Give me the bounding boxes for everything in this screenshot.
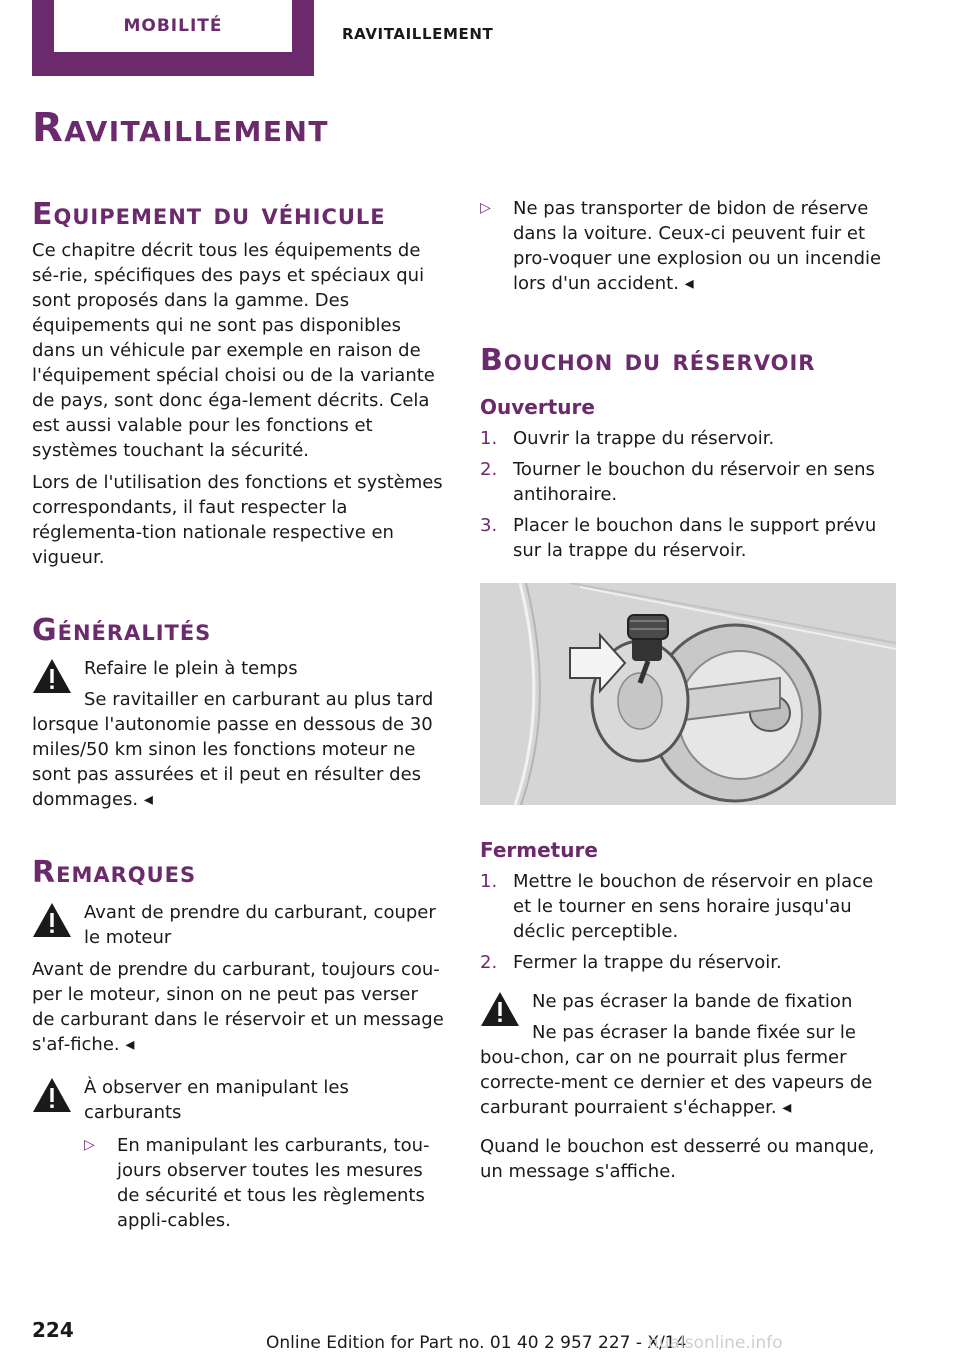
list-item-number: 1. bbox=[480, 428, 498, 449]
warning-title: Refaire le plein à temps bbox=[84, 658, 298, 679]
paragraph-equipement-2: Lors de l'utilisation des fonctions et systèmes correspondants, il faut respecter la réglementa‐tion nationale respective en vigueur. bbox=[32, 472, 443, 568]
warning-fermeture bbox=[480, 989, 896, 1014]
bullet-triangle-icon: ▷ bbox=[480, 200, 491, 216]
warning-body: Ne pas écraser la bande fixée sur le bou‐chon, car on ne pourrait plus fermer correcte‐ment ce dernier et des vapeurs de carburant pourraient s'échapper. ◂ bbox=[480, 1022, 873, 1118]
bullet-list bbox=[84, 1133, 446, 1233]
warning-remarques-1 bbox=[32, 900, 446, 950]
list-item-text: Ouvrir la trappe du réservoir. bbox=[513, 428, 775, 449]
page-number: 224 bbox=[32, 1318, 74, 1342]
tab-mobilite[interactable] bbox=[32, 0, 314, 76]
list-item bbox=[480, 457, 896, 507]
warning-body: Avant de prendre du carburant, toujours cou‐per le moteur, sinon on ne peut pas verser de carburant dans le réservoir et un message s'af‐fiche. ◂ bbox=[32, 959, 444, 1055]
warning-generalites bbox=[32, 656, 446, 681]
list-item-text: En manipulant les carburants, tou‐jours observer toutes les mesures de sécurité et tous les règlements appli‐cables. bbox=[117, 1135, 430, 1231]
tab-mobilite-inner bbox=[54, 0, 292, 52]
subsection-title-fermeture: Fermeture bbox=[480, 838, 598, 862]
warning-triangle-icon bbox=[32, 658, 72, 694]
watermark: nualsonline.info bbox=[648, 1333, 783, 1353]
numbered-list-ouverture bbox=[480, 426, 896, 563]
numbered-list-fermeture bbox=[480, 869, 896, 975]
list-item-text: Fermer la trappe du réservoir. bbox=[513, 952, 782, 973]
warning-triangle-icon bbox=[32, 1077, 72, 1113]
fuel-cap-illustration bbox=[480, 583, 896, 805]
list-item-text: Tourner le bouchon du réservoir en sens antihoraire. bbox=[513, 459, 875, 505]
warning-triangle-icon bbox=[32, 902, 72, 938]
list-item bbox=[480, 513, 896, 563]
warning-title: Ne pas écraser la bande de fixation bbox=[532, 991, 853, 1012]
section-title-equipement: Equipement du véhicule bbox=[32, 197, 386, 232]
warning-remarques-2 bbox=[32, 1075, 446, 1233]
right-column bbox=[480, 196, 896, 1184]
edition-text: Online Edition for Part no. 01 40 2 957 227 - X/14 bbox=[266, 1333, 687, 1353]
paragraph-equipement-1: Ce chapitre décrit tous les équipements de sé‐rie, spécifiques des pays et spéciaux qui sont proposés dans la gamme. Des équipements qui ne sont pas disponibles dans un véhicule par exemple en raison de l'équipement spécial choisi ou de la variante de pays, sont donc éga‐lement décrits. Cela est aussi valable pour les fonctions et systèmes touchant la sécurité. bbox=[32, 240, 435, 461]
list-item-text: Ne pas transporter de bidon de réserve dans la voiture. Ceux-ci peuvent fuir et pro‐voquer une explosion ou un incendie lors d'un accident. ◂ bbox=[513, 198, 882, 294]
paragraph-final: Quand le bouchon est desserré ou manque, un message s'affiche. bbox=[480, 1136, 875, 1182]
subsection-title-ouverture: Ouverture bbox=[480, 395, 595, 419]
page-title: Ravitaillement bbox=[32, 105, 330, 151]
warning-title: Avant de prendre du carburant, couper le moteur bbox=[84, 902, 436, 948]
bullet-list bbox=[480, 196, 896, 296]
list-item bbox=[480, 426, 896, 451]
left-column bbox=[32, 198, 446, 1233]
section-title-remarques: Remarques bbox=[32, 855, 197, 890]
section-title-bouchon: Bouchon du réservoir bbox=[480, 343, 816, 378]
list-item-number: 1. bbox=[480, 871, 498, 892]
list-item bbox=[84, 1133, 446, 1233]
tab-mobilite-label: MOBILITÉ bbox=[123, 16, 223, 36]
fuel-filler-image bbox=[480, 583, 896, 805]
list-item bbox=[480, 950, 896, 975]
warning-title: À observer en manipulant les carburants bbox=[84, 1077, 349, 1123]
list-item-number: 3. bbox=[480, 515, 498, 536]
section-title-generalites: Généralités bbox=[32, 613, 212, 648]
list-item-text: Mettre le bouchon de réservoir en place et le tourner en sens horaire jusqu'au déclic perceptible. bbox=[513, 871, 874, 942]
warning-triangle-icon bbox=[480, 991, 520, 1027]
list-item-number: 2. bbox=[480, 952, 498, 973]
bullet-triangle-icon: ▷ bbox=[84, 1137, 95, 1153]
list-item bbox=[480, 196, 896, 296]
warning-body: Se ravitailler en carburant au plus tard lorsque l'autonomie passe en dessous de 30 miles/50 km sinon les fonctions moteur ne sont pas assurées et il peut en résulter des dommages. ◂ bbox=[32, 689, 434, 810]
list-item bbox=[480, 869, 896, 944]
tab-ravitaillement[interactable]: RAVITAILLEMENT bbox=[342, 25, 494, 43]
list-item-text: Placer le bouchon dans le support prévu sur la trappe du réservoir. bbox=[513, 515, 877, 561]
list-item-number: 2. bbox=[480, 459, 498, 480]
